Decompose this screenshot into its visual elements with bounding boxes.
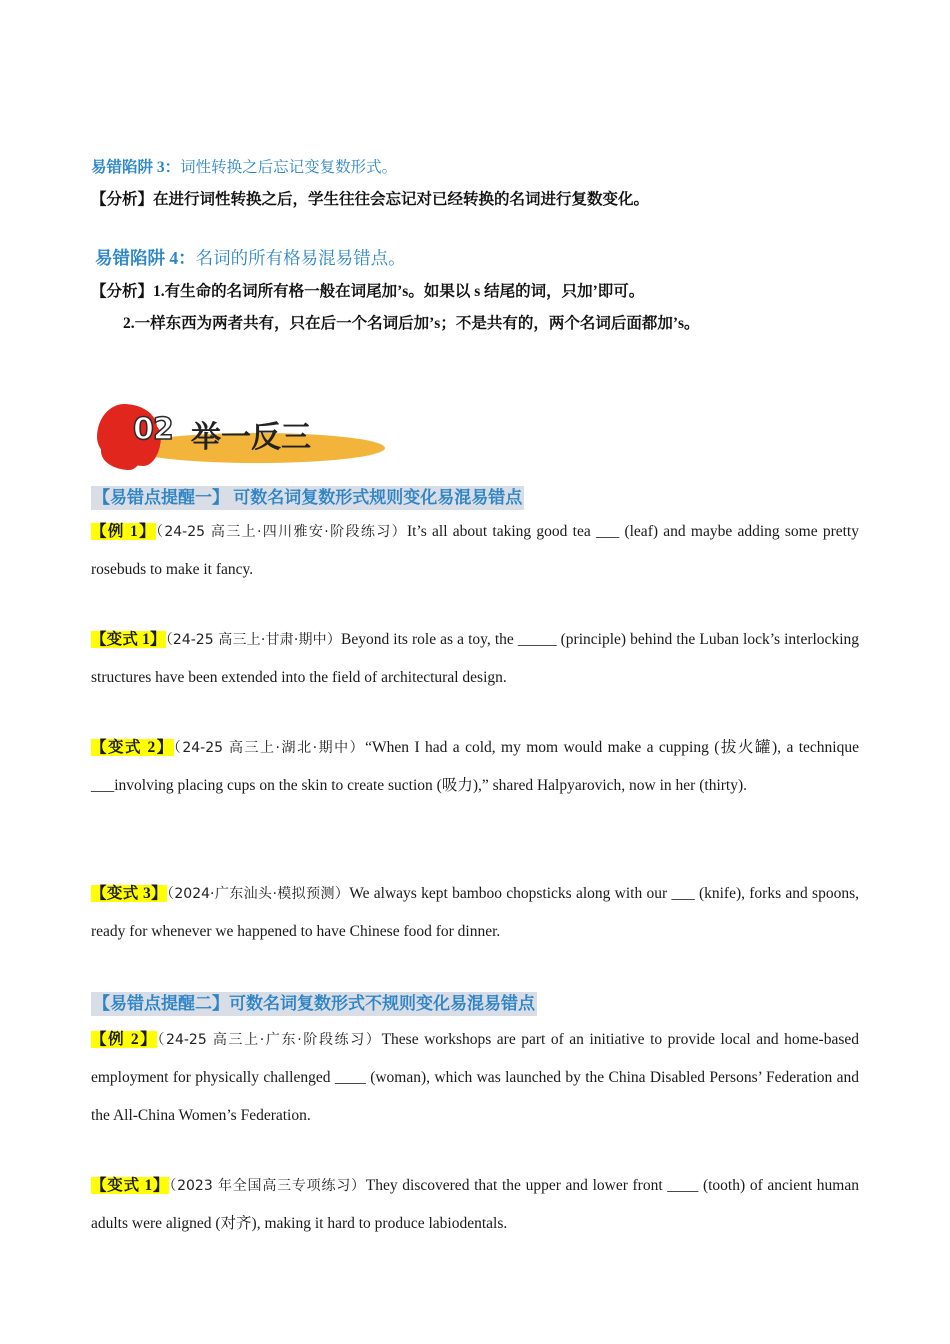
question-tag: 【变式 3】 <box>91 885 167 902</box>
question-tag: 【例 1】 <box>91 523 156 540</box>
section-2-heading <box>91 992 537 1016</box>
question-text: It’s all about taking good tea ___ (leaf) and maybe adding some pretty rosebuds to make it fancy. <box>91 523 859 578</box>
section-2-text: 【易错点提醒二】可数名词复数形式不规则变化易混易错点 <box>91 992 537 1016</box>
section-banner <box>91 398 391 474</box>
question-tag: 【变式 1】 <box>91 631 166 648</box>
question-source: （24-25 高三上·四川雅安·阶段练习） <box>155 524 407 540</box>
document-page <box>91 0 859 1344</box>
banner-number: 02 <box>133 412 173 447</box>
question-source: （24-25 高三上·湖北·期中） <box>173 740 366 756</box>
question-text: Beyond its role as a toy, the _____ (principle) behind the Luban lock’s interlocking structures have been extended into the field of architectural design. <box>91 631 859 686</box>
analysis-3: 【分析】在进行词性转换之后，学生往往会忘记对已经转换的名词进行复数变化。 <box>91 191 650 208</box>
trap-3-text: 词性转换之后忘记变复数形式。 <box>180 159 398 176</box>
question-text: “When I had a cold, my mom would make a cupping (拔火罐), a technique ___involving placing cups on the skin to create suction (吸力),” shared Halpyarovich, now in her (thirty). <box>91 739 859 794</box>
trap-3-label: 易错陷阱 3： <box>91 159 181 176</box>
analysis-4-line-2: 2.一样东西为两者共有，只在后一个名词后加’s；不是共有的，两个名词后面都加’s。 <box>123 315 700 332</box>
question-source: （24-25 高三上·广东·阶段练习） <box>157 1032 382 1048</box>
trap-4-text: 名词的所有格易混易错点。 <box>195 248 406 268</box>
question-text: They discovered that the upper and lower front ____ (tooth) of ancient human adults were aligned (对齐), making it hard to produce labiodentals. <box>91 1177 859 1232</box>
question-tag: 【例 2】 <box>91 1031 158 1048</box>
question-source: （2024·广东汕头·模拟预测） <box>167 886 350 902</box>
question-variant-1b <box>91 1167 859 1243</box>
question-tag: 【变式 1】 <box>91 1177 170 1194</box>
question-text: These workshops are part of an initiative to provide local and home-based employment for physically challenged ____ (woman), which was launched by the China Disabled Persons’ Federation and the All-China Women’s Federation. <box>91 1031 859 1124</box>
question-variant-1 <box>91 621 859 697</box>
question-tag: 【变式 2】 <box>91 739 174 756</box>
question-source: （24-25 高三上·甘肃·期中） <box>165 632 342 648</box>
section-1-heading <box>91 486 524 510</box>
banner-title: 举一反三 <box>191 420 311 455</box>
section-1-text: 【易错点提醒一】 可数名词复数形式规则变化易混易错点 <box>91 486 524 510</box>
question-variant-3 <box>91 875 859 951</box>
analysis-4-line-1: 【分析】1.有生命的名词所有格一般在词尾加’s。如果以 s 结尾的词，只加’即可。 <box>91 283 645 300</box>
question-source: （2023 年全国高三专项练习） <box>169 1178 366 1194</box>
question-text: We always kept bamboo chopsticks along with our ___ (knife), forks and spoons, ready for whenever we happened to have Chinese food for dinner. <box>91 885 859 940</box>
question-example-1 <box>91 513 859 589</box>
trap-4-label: 易错陷阱 4： <box>95 248 196 268</box>
question-variant-2 <box>91 729 859 805</box>
trap-3 <box>91 155 397 177</box>
trap-4 <box>95 245 406 270</box>
question-example-2 <box>91 1021 859 1135</box>
